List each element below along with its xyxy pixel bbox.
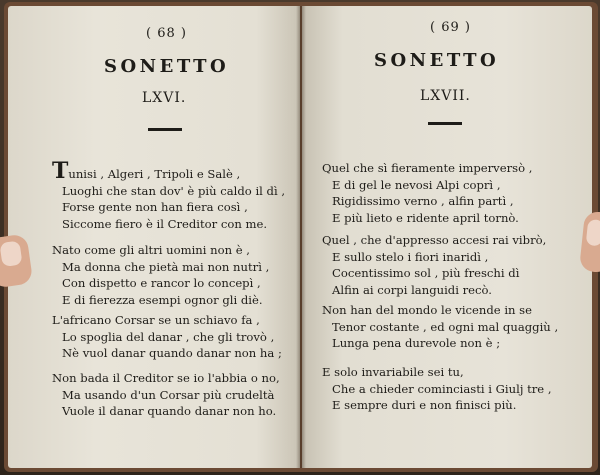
- right-line-3: Rigidissimo verno , alfin partì ,: [332, 194, 514, 209]
- right-sonnet-title: SONETTO: [374, 50, 500, 71]
- left-line-5: Nato come gli altri uomini non è ,: [52, 243, 250, 257]
- left-page-number: ( 68 ): [146, 26, 187, 41]
- right-stanza-1: [322, 160, 532, 226]
- left-line-9: L'africano Corsar se un schiavo fa ,: [52, 313, 260, 327]
- left-title-rule: [148, 128, 182, 131]
- left-stanza-2: [52, 242, 269, 308]
- left-line-10: Lo spoglia del danar , che gli trovò ,: [62, 329, 275, 344]
- left-sonnet-title: SONETTO: [104, 56, 230, 77]
- right-line-8: Alfin ai corpi languidi recò.: [332, 282, 492, 297]
- right-line-10: Tenor costante , ed ogni mal quaggiù ,: [332, 319, 559, 334]
- right-line-12: E solo invariabile sei tu,: [322, 365, 464, 379]
- right-line-5: Quel , che d'appresso accesi rai vibrò,: [322, 233, 547, 247]
- right-title-rule: [428, 122, 462, 125]
- right-stanza-3: [322, 302, 558, 352]
- right-line-11: Lunga pena durevole non è ;: [332, 336, 501, 351]
- left-line-7: Con dispetto e rancor lo concepì ,: [62, 276, 261, 291]
- left-line-4: Siccome fiero è il Creditor con me.: [62, 216, 268, 231]
- drop-cap-initial: T: [52, 158, 69, 184]
- right-line-9: Non han del mondo le vicende in se: [322, 303, 532, 317]
- right-line-6: E sullo stelo i fiori inaridì ,: [332, 249, 489, 264]
- left-line-13: Ma usando d'un Corsar più crudeltà: [62, 387, 275, 402]
- left-sonnet-number: LXVI.: [142, 90, 187, 106]
- left-line-2: Luoghi che stan dov' è più caldo il dì ,: [62, 183, 286, 198]
- left-line-6: Ma donna che pietà mai non nutrì ,: [62, 259, 270, 274]
- right-line-4: E più lieto e ridente april tornò.: [332, 210, 519, 225]
- left-line-3: Forse gente non han fiera così ,: [62, 200, 248, 215]
- left-stanza-1: [52, 158, 286, 232]
- right-sonnet-number: LXVII.: [420, 88, 471, 104]
- right-line-7: Cocentissimo sol , più freschi dì: [332, 266, 520, 281]
- left-line-12: Non bada il Creditor se io l'abbia o no,: [52, 371, 280, 385]
- right-line-14: E sempre duri e non finisci più.: [332, 398, 517, 413]
- right-thumbnail: [586, 219, 600, 247]
- right-page-number: ( 69 ): [430, 20, 471, 35]
- left-page: [8, 6, 300, 468]
- right-stanza-4: [322, 364, 552, 414]
- right-stanza-2: [322, 232, 546, 298]
- left-line-1: Tunisi , Algeri , Tripoli e Salè ,: [52, 158, 241, 184]
- left-line-11: Nè vuol danar quando danar non ha ;: [62, 346, 282, 361]
- left-thumbnail: [0, 241, 23, 268]
- right-line-13: Che a chieder cominciasti i Giulj tre ,: [332, 381, 552, 396]
- book-gutter: [296, 6, 306, 468]
- left-line-14: Vuole il danar quando danar non ho.: [62, 404, 277, 419]
- left-stanza-4: [52, 370, 280, 420]
- left-line-8: E di fierezza esempi ognor gli diè.: [62, 292, 263, 307]
- right-line-1: Quel che sì fieramente imperversò ,: [322, 161, 533, 175]
- right-page: [302, 6, 592, 468]
- right-line-2: E di gel le nevosi Alpi coprì ,: [332, 177, 501, 192]
- left-stanza-3: [52, 312, 282, 362]
